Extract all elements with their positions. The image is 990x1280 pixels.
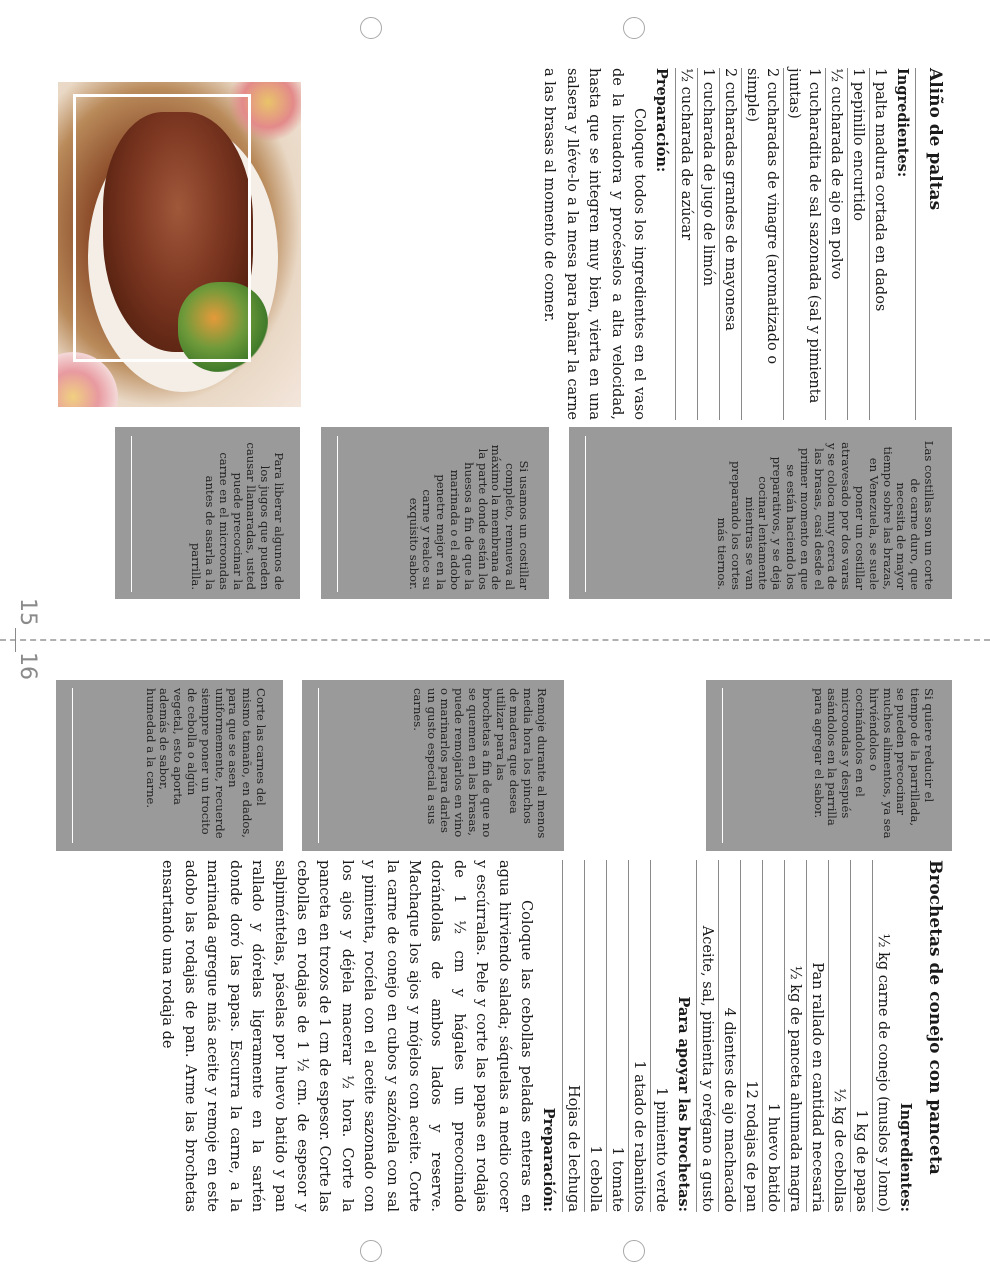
binder-hole — [360, 17, 382, 39]
ingredient-item: 1 cucharada de jugo de limón — [697, 68, 719, 420]
page-number-right: 16 — [15, 652, 40, 680]
page-fold-line — [0, 639, 990, 641]
tip-box-rule — [72, 688, 73, 843]
recipe2-prep-label: Preparación: — [540, 1107, 557, 1212]
ingredient-item: 1 pepinillo encurtido — [847, 68, 869, 420]
tip-text: Si usamos un costillar completo, remueva al máximo la membrana de la parte donde están los huesos a fin de que la marinada o el adobo penetre mejor en la carne y realce su exquisito sabor. — [406, 444, 531, 590]
tip-box-rule — [337, 436, 338, 592]
ingredient-item: ½ cucharada de ajo en polvo — [825, 68, 847, 420]
tip-text: Para liberar algunos de los jugos que pueden causar llamaradas, usted puede precocinar la carne en el microondas antes de asarla a la parrilla. — [189, 442, 286, 590]
ingredient-item: 1 huevo batido — [762, 860, 784, 1212]
recipe2-support-label: Para apoyar las brochetas: — [675, 996, 692, 1212]
support-item: 1 pimiento verde — [650, 860, 672, 1212]
recipe1-text-column — [538, 68, 950, 420]
recipe1-title: Aliño de paltas — [925, 68, 945, 211]
ingredient-item: ½ kg carne de conejo (muslos y lomo) — [872, 860, 894, 1212]
ingredient-item: Aceite, sal, pimienta y orégano a gusto — [696, 860, 718, 1212]
ingredient-item: ½ cucharada de azúcar — [675, 68, 697, 420]
recipe1-prep-text: Coloque todos los ingredientes en el vaso de la licuadora y procéselos a alta velocidad, hasta que se integren muy bien, vierta en una salsera y lléve-lo a la mesa para bañar la carne a las brasas al momento de comer. — [541, 68, 647, 420]
tip-text: Si quiere reducir el tiempo de la parrillada, se pueden precocinar muchos alimentos, ya sea hirviéndolos o cocinándolos en el microondas y después asándolos en la parrilla para agregar el sabor. — [811, 688, 936, 839]
photo-frame — [73, 94, 251, 362]
binder-hole — [360, 1240, 382, 1262]
ingredient-item: Pan rallado en cantidad necesaria — [806, 860, 828, 1212]
recipe2-prep-text: Coloque las cebollas peladas enteras en agua hirviendo salada; sáquelas a medio cocer y escúrralas. Pele y corte las papas en rodajas de 1 ½ cm y hágales un precocinado dorándolas de ambos lados y reserve. Machaque los ajos y mójelos con aceite. Corte la carne de conejo en cubos y sazónela con sal y pimienta, rocíela con el aceite sazonado con los ajos y déjela macerar ½ hora. Corte la panceta en trozos de 1 cm de espesor. Corte las cebollas en rodajas de 1 ½ cm. de espesor y salpiméntelas, páselas por huevo batido y pan rallado y dórelas ligeramente en la sartén donde doró las papas. Escurra la carne, a la marinada agregue más aceite y remoje en este adobo las rodajas de pan. Arme las brochetas ensartando una rodaja de — [159, 860, 534, 1212]
ingredient-item: 1 palta madura cortada en dados — [869, 68, 891, 420]
support-item: 1 atado de rabanitos — [628, 860, 650, 1212]
food-photo — [58, 82, 301, 407]
binder-hole — [623, 1240, 645, 1262]
ingredient-item: ½ kg de panceta ahumada magra — [784, 860, 806, 1212]
binder-hole — [623, 17, 645, 39]
ingredient-item: 4 dientes de ajo machacado — [718, 860, 740, 1212]
ingredient-item: 1 kg de papas — [850, 860, 872, 1212]
ingredient-item: 2 cucharadas de vinagre (aromatizado o simple) — [741, 68, 783, 420]
recipe2-ingredients-label: Ingredientes: — [897, 1102, 914, 1212]
ingredient-item: 1 cucharadita de sal sazonada (sal y pimienta juntas) — [783, 68, 825, 420]
ingredient-item: ½ kg de cebollas — [828, 860, 850, 1212]
support-item: 1 tomate — [606, 860, 628, 1212]
recipe2-title: Brochetas de conejo con panceta — [925, 860, 945, 1175]
tip-box-rule — [585, 436, 586, 592]
recipe1-prep-label: Preparación: — [653, 68, 670, 173]
ingredient-item: 2 cucharadas grandes de mayonesa — [719, 68, 741, 420]
ingredient-item: 12 rodajas de pan — [740, 860, 762, 1212]
tip-box-rule — [131, 436, 132, 592]
tip-text: Corte las carnes del mismo tamaño, en dados, para que se asen uniformemente, recuerde siempre poner un trocito de cebolla o algún vegetal, esto aporta además de sabor, humedad a la carne. — [143, 688, 268, 839]
tip-text: Remoje durante al menos media hora los pinchos de madera que desea utilizar para las brochetas a fin de que no se quemen en las brasas, puede remojarlos en vino o marinarlos para darles un gusto especial a sus carnes. — [410, 688, 549, 839]
tip-box-rule — [722, 688, 723, 843]
page-number-divider — [15, 628, 16, 652]
tip-box-rule — [318, 688, 319, 843]
recipe2-text-column — [156, 860, 950, 1212]
divider — [915, 68, 916, 420]
page-number-left: 15 — [15, 598, 40, 626]
support-item: Hojas de lechuga — [562, 860, 584, 1212]
tip-text: Las costillas son un corte de carne duro, que necesita de mayor tiempo sobre las brazas, en Venezuela, se suele poner un costillar atravesado por dos varas y se coloca muy cerca de las brasas, casi desde el primer momento en que se están haciendo los preparativos, y se deja cocinar lentamente mientras se van preparando los cortes más tiernos. — [715, 440, 936, 590]
recipe1-ingredients-label: Ingredientes: — [894, 68, 911, 178]
support-item: 1 cebolla — [584, 860, 606, 1212]
